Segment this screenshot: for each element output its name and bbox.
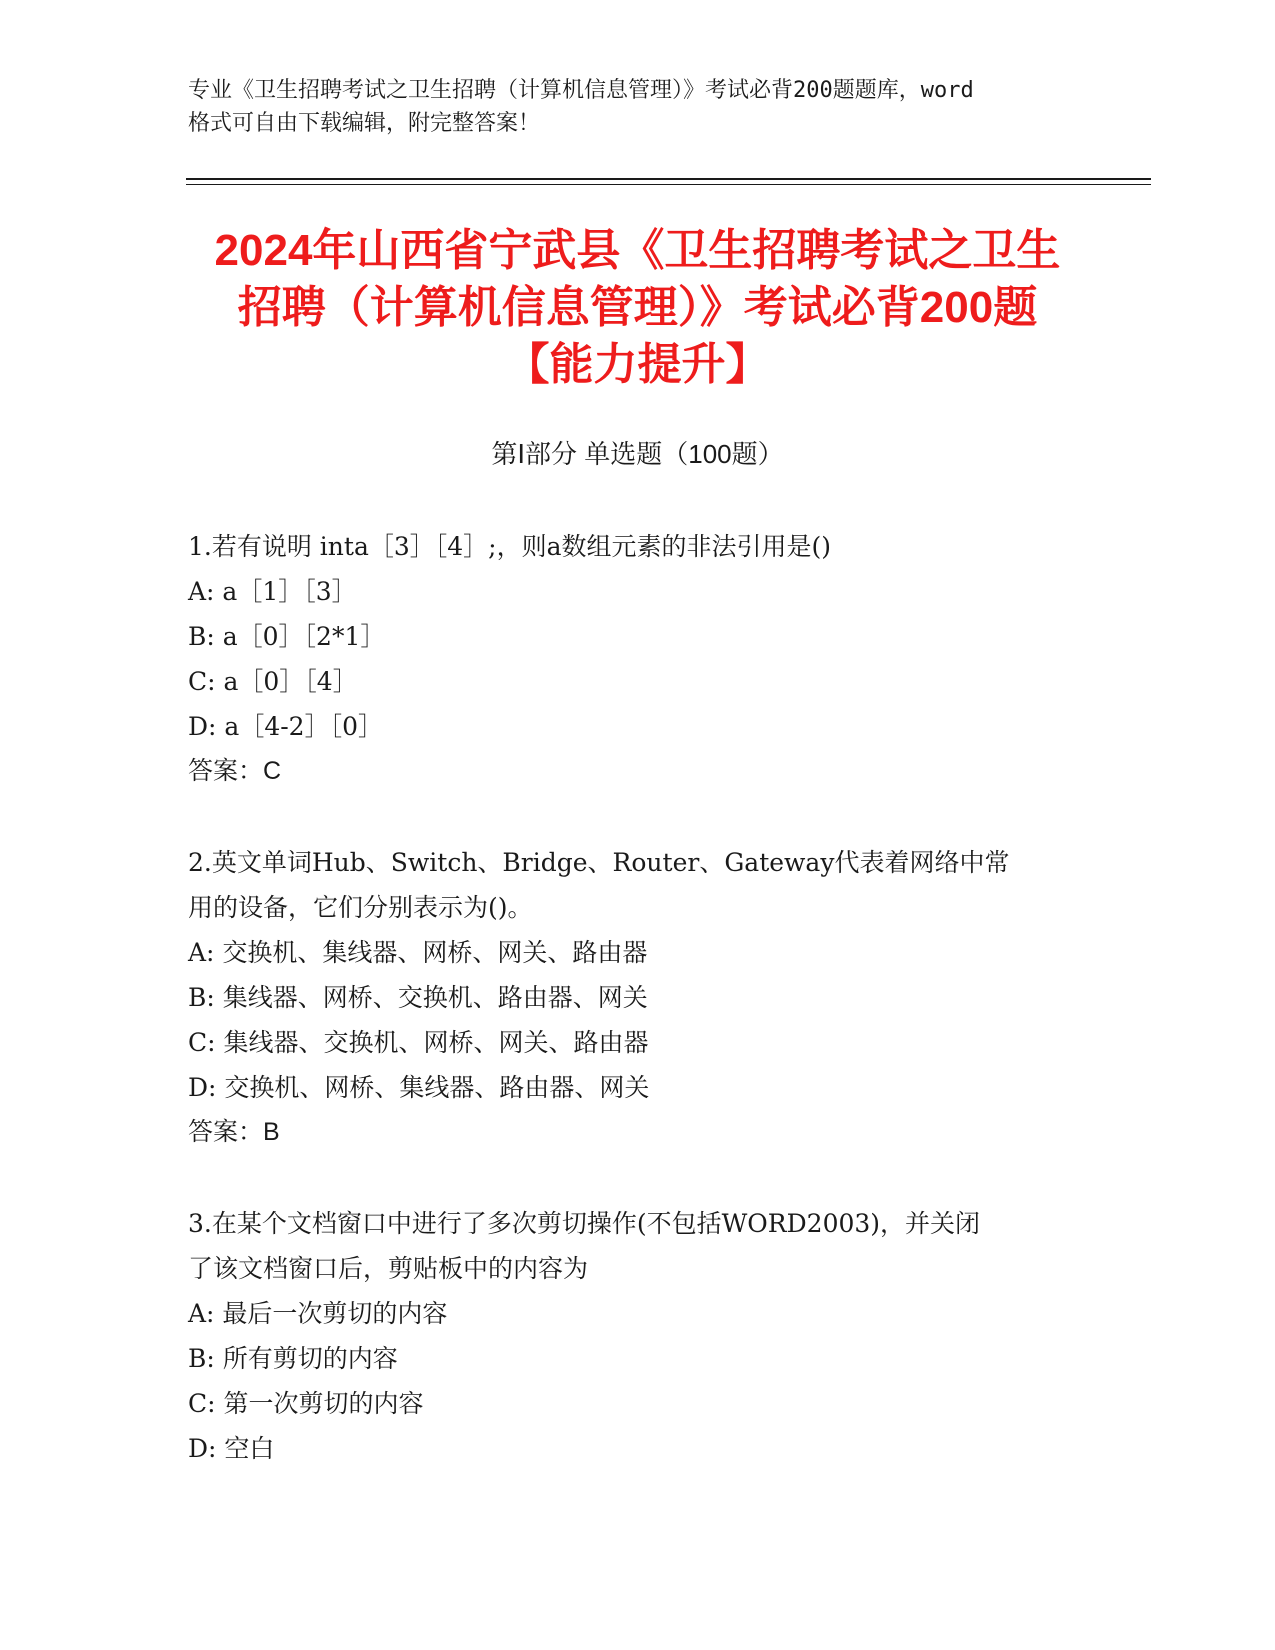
option-b: B: 集线器、网桥、交换机、路由器、网关 [188,983,648,1012]
option-a: A: 最后一次剪切的内容 [188,1299,448,1328]
header-divider [186,178,1151,180]
option-d: D: a［4-2］［0］ [188,712,383,741]
question-stem: 1.若有说明 inta［3］［4］;，则a数组元素的非法引用是() [188,532,831,561]
option-d: D: 空白 [188,1434,275,1463]
option-c: C: a［0］［4］ [188,667,358,696]
option-b: B: a［0］［2*1］ [188,622,386,651]
title-line: 【能力提升】 [505,340,770,389]
option-c: C: 集线器、交换机、网桥、网关、路由器 [188,1028,649,1057]
question-stem: 用的设备，它们分别表示为()。 [188,893,533,922]
header-divider-thin [186,184,1151,185]
header-note-line: 专业《卫生招聘考试之卫生招聘（计算机信息管理）》考试必背200题题库，word [188,78,974,103]
option-d: D: 交换机、网桥、集线器、路由器、网关 [188,1073,650,1102]
question-stem: 2.英文单词Hub、Switch、Bridge、Router、Gateway代表着网络中常 [188,848,1010,877]
question-stem: 3.在某个文档窗口中进行了多次剪切操作(不包括WORD2003)，并关闭 [188,1209,981,1238]
section-title: 第Ⅰ部分 单选题（100题） [491,439,784,469]
option-c: C: 第一次剪切的内容 [188,1389,424,1418]
question-item [188,840,1088,1155]
option-a: A: 交换机、集线器、网桥、网关、路由器 [188,938,648,967]
answer: 答案：B [188,1118,280,1146]
title-line: 2024年山西省宁武县《卫生招聘考试之卫生 [214,226,1061,275]
answer: 答案：C [188,757,282,785]
question-list [188,524,1088,1517]
option-b: B: 所有剪切的内容 [188,1344,398,1373]
question-item [188,1201,1088,1471]
title-line: 招聘（计算机信息管理）》考试必背200题 [237,283,1038,332]
question-stem: 了该文档窗口后，剪贴板中的内容为 [188,1254,589,1283]
header-note [188,74,1088,140]
option-a: A: a［1］［3］ [188,577,357,606]
header-note-line: 格式可自由下载编辑，附完整答案！ [188,111,541,136]
page-title [140,222,1135,393]
question-item [188,524,1088,794]
